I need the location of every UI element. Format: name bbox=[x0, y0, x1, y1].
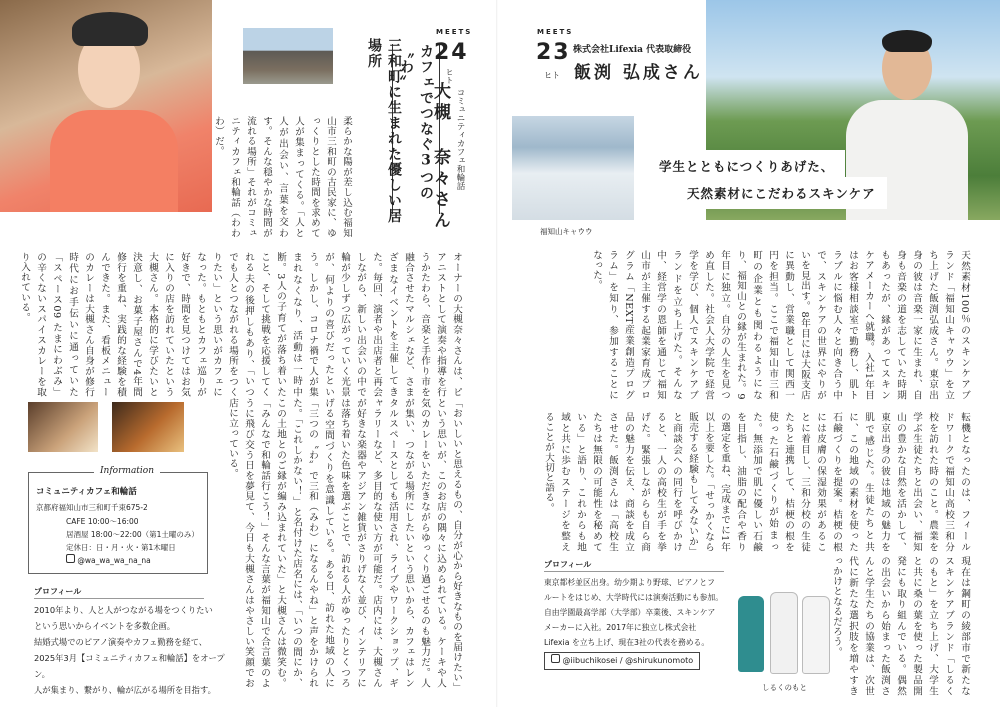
catch-subtitle: 三和町に生まれた優しい居場所 bbox=[366, 38, 402, 224]
info-cafe-hours: 10:00〜16:00 bbox=[87, 517, 139, 526]
info-closed: 定休日：日・月・火・第1木曜日 bbox=[66, 543, 176, 552]
product-bottles bbox=[734, 590, 830, 676]
product-caption: しるくのもと bbox=[762, 683, 807, 692]
sns-box[interactable] bbox=[544, 652, 700, 670]
bottle-white-icon bbox=[770, 592, 798, 674]
profile-line: 2025年3月【コミュニティカフェ和輪話】をオープン。 bbox=[34, 653, 225, 679]
info-cafe-label: CAFE bbox=[66, 517, 86, 526]
info-instagram-handle[interactable]: @wa_wa_wa_na_na bbox=[77, 556, 151, 565]
profile-line: 2010年より、人と人がつながる場をつくりたい bbox=[34, 605, 213, 615]
profile-heading-right: プロフィール bbox=[544, 560, 592, 569]
profile-line: Lifexia を立ち上げ、現在3社の代表を務める。 bbox=[544, 638, 710, 647]
hito-label-left: ヒト bbox=[445, 68, 454, 84]
profile-rule-right bbox=[544, 571, 724, 572]
profile-line: 結婚式場でのピアノ演奏やカフェ勤務を経て、 bbox=[34, 637, 207, 647]
profile-line: メーカーに入社。2017年に独立し株式会社 bbox=[544, 623, 697, 632]
info-bar-hours: 18:00〜22:00（第1土曜のみ） bbox=[90, 530, 199, 539]
affiliation-left: コミュニティカフェ和輪話 bbox=[455, 88, 465, 190]
cafe-building-photo bbox=[243, 28, 333, 84]
portrait-beret bbox=[72, 12, 148, 46]
info-address: 京都府福知山市三和町千束675-2 bbox=[36, 503, 148, 512]
page-gutter bbox=[496, 0, 498, 707]
bottle-teal-icon bbox=[738, 596, 764, 672]
instagram-icon bbox=[66, 554, 75, 563]
info-bar-label: 居酒屋 bbox=[66, 530, 89, 539]
lab-photo-caption: 福知山キャウウ bbox=[540, 227, 593, 236]
info-heading: Information bbox=[94, 466, 160, 476]
profile-line: 東京都杉並区出身。幼少期より野球、ピアノとフ bbox=[544, 578, 715, 587]
person-name-left: 大槻 奈々さん bbox=[430, 82, 450, 232]
article-body-right-col2: 転機となったのは、フィールドワークで福知山高校三和分校を訪れた時のこと。農業を学ぶ生徒たちと出会い、福知山の豊かな自然を活かして、東京出身の彼は地域の魅力を肌で感じた。生徒たちと共に、この地域の素材を使った石鹸づくりを提案。桔梗の根には皮膚の保湿効果があることに着目し、三和分校の生徒たちと連携して、桔梗の根を使った石鹸づくりが始まった。無添加で肌に優しい石鹸を目指し、油脂の配合や香りの選定を重ね、完成までに1年以上を要した。「せっかくなら販売する経験もしてみないか」と商談会への同行を呼びかけると、一人の高校生が手を挙げた。緊張しながらも自ら商品の魅力を伝え、商談を成立させた。飯渕さんは「高校生たちは無限の可能性を秘めている」と語り、これからも地域と共に歩むステージを整えることが大切と語る。 bbox=[543, 412, 970, 552]
lead-text-left: 柔らかな陽が差し込む福知山市三和町の古民家に、ゆっくりとした時間を求めて人が集まってくる。「人と人が出会い、言葉を交わす。そんな穏やかな時間が流れる場所」それがコミュニティカフェ和輪話（わわわ）だ。 bbox=[213, 116, 352, 238]
meets-number-left: 24 bbox=[434, 40, 469, 65]
sns-handles[interactable]: @iibuchikosei / @shirukunomoto bbox=[562, 656, 694, 665]
info-cafe-name: コミュニティカフェ和輪話 bbox=[36, 487, 137, 497]
article-body-left-lower: 「おいしいと思えるもの、自分が心から好きなものを届けたい」という思いが、このお店の隅々に込められている。ケーキや人気のカレーをいただきながらゆっくり過ごせるのも魅力だ。人が集い、つながる場所にしたいという思いから、カフェはレンタルスペースとしても活用され、ライブやワークショップ、ギャラリーなど、多目的な使い方が可能だ。店内には、大槻さんが好きな楽器やアジアン雑貨がさりげなく並び、インテリアには落ち着いた色味を選ぶことで、訪れる人がゆったりとくつろげる空間づくりを意識している。ある日、訪れた地域の人に「三つの〝わ〟で三和（みわ）になるんやね」と声をかけられた。「これしかない！」と名付けた店名には、「いつの間にか、この土地とのご縁が編み込まれていた」と大槻さんは微笑む。「みんなで和輪話行こう！」そんな言葉が福知山で合言葉のように飛び交う日を夢見て、今日も大槻さんはやさしい笑顔でお店に立っている。 bbox=[227, 398, 462, 688]
info-instagram-row[interactable] bbox=[66, 553, 151, 569]
meets-number-right: 23 bbox=[536, 40, 571, 65]
profile-line: 人が集まり、繋がり、輪が広がる場所を目指す。 bbox=[34, 685, 216, 695]
profile-rule-left bbox=[34, 598, 204, 599]
meets-label-left: MEETS bbox=[436, 28, 473, 36]
food-photo-cake bbox=[28, 402, 98, 452]
portrait-photo-otsuki bbox=[0, 0, 212, 212]
article-body-left-upper: オーナーの大槻奈々さんは、ピアニストとして演奏や指導を行うかたわら、音楽と手作り市を融合させたマルシェなど、さまざまなイベントを主催してきた。毎回、演者や出店者と再会しながら、新しい出会いの中で輪が少しずつ広がっていく光景が、何よりの喜びだったという。しかし、コロナ禍で人が集まれなくなり、活動は一時中断。3人の子育てが落ち着いたこと、そして挑戦を応援してくれる夫の後押しもあり、「いつでも人とつながれる場所をつくりたい」という思いがカフェになった。もともとカフェ巡りが好きで、時間を見つけてはお気に入りの店を訪れていたという大槻さん。本格的に学びたいと決意し、お菓子屋さんで4年間修行を重ね、実践的な経験を積んできた。また、看板メニューのカレーは大槻さん自身が修行時代にお手伝いに通っていた「スペース09 たまにわぶみ」の辛くないスパイスカレーを取り入れている。 bbox=[19, 252, 462, 397]
headline-banner-1: 学生とともにつくりあげた、 bbox=[648, 150, 845, 182]
person-name-right: 飯渕 弘成さん bbox=[574, 63, 703, 83]
hito-label-right: ヒト bbox=[544, 71, 560, 80]
meets-label-right: MEETS bbox=[537, 28, 574, 36]
article-body-right-col1: 天然素材100％のスキンケアブランド「福知山キャウウ」を立ち上げた飯渕弘成さん。東京出身の彼は音楽一家に生まれ、自身も音楽の道を志していた時期もあったが、縁があってスキンケアメーカーへ就職。入社1年目はお客様相談室で勤務し、肌トラブルに悩む人々と向き合う中で、スキンケアの世界にやりがいを見出す。8年目には大阪支店に異動し、営業職として関西一円を担当。ここで福知山市三和町の企業とも関わるようになり、福知山との縁が生まれた。9年目に独立。自分の人生を見つめ直した。社会人大学院で経営学を学び、個人でスキンケアブランドを立ち上げた。そんな中、経営学の恩師を通じて福知山市が主催する起業家育成プログラム「NEXT産業創造プログラム」を知り、参加することになった。 bbox=[591, 250, 970, 400]
portrait-man-hair bbox=[882, 30, 932, 52]
affiliation-right: 株式会社Lifexia 代表取締役 bbox=[573, 45, 692, 55]
profile-text-right bbox=[544, 575, 754, 650]
portrait-shirt bbox=[50, 110, 178, 212]
profile-text-left bbox=[34, 602, 234, 698]
profile-line: 自由学園最高学部（大学部）卒業後、スキンケア bbox=[544, 608, 716, 617]
profile-heading-left: プロフィール bbox=[34, 587, 82, 596]
profile-line: ルートをはじめ、大学時代には演奏活動にも参加。 bbox=[544, 593, 724, 602]
bottle-white-icon bbox=[802, 596, 830, 674]
food-photo-curry bbox=[112, 402, 184, 452]
profile-line: という思いからイベントを多数企画。 bbox=[34, 621, 176, 631]
instagram-icon bbox=[551, 654, 560, 663]
product-lab-photo bbox=[512, 116, 634, 220]
article-body-right-col3: 現在は鋼町の綾部市で新たなスキンケアブランド「しるくのもと」を立ち上げ、大学生と共に桑の葉を使った製品開発にも取り組んでいる。偶然の出会いから始まった飯渕さんと学生たちの協業は、次世代に新たな選択肢を増やすきっかけとなるだろう。 bbox=[831, 556, 970, 696]
headline-banner-2: 天然素材にこだわるスキンケア bbox=[676, 177, 887, 209]
catch-title: カフェでつなぐ3つの〝わ〟 bbox=[392, 44, 440, 214]
